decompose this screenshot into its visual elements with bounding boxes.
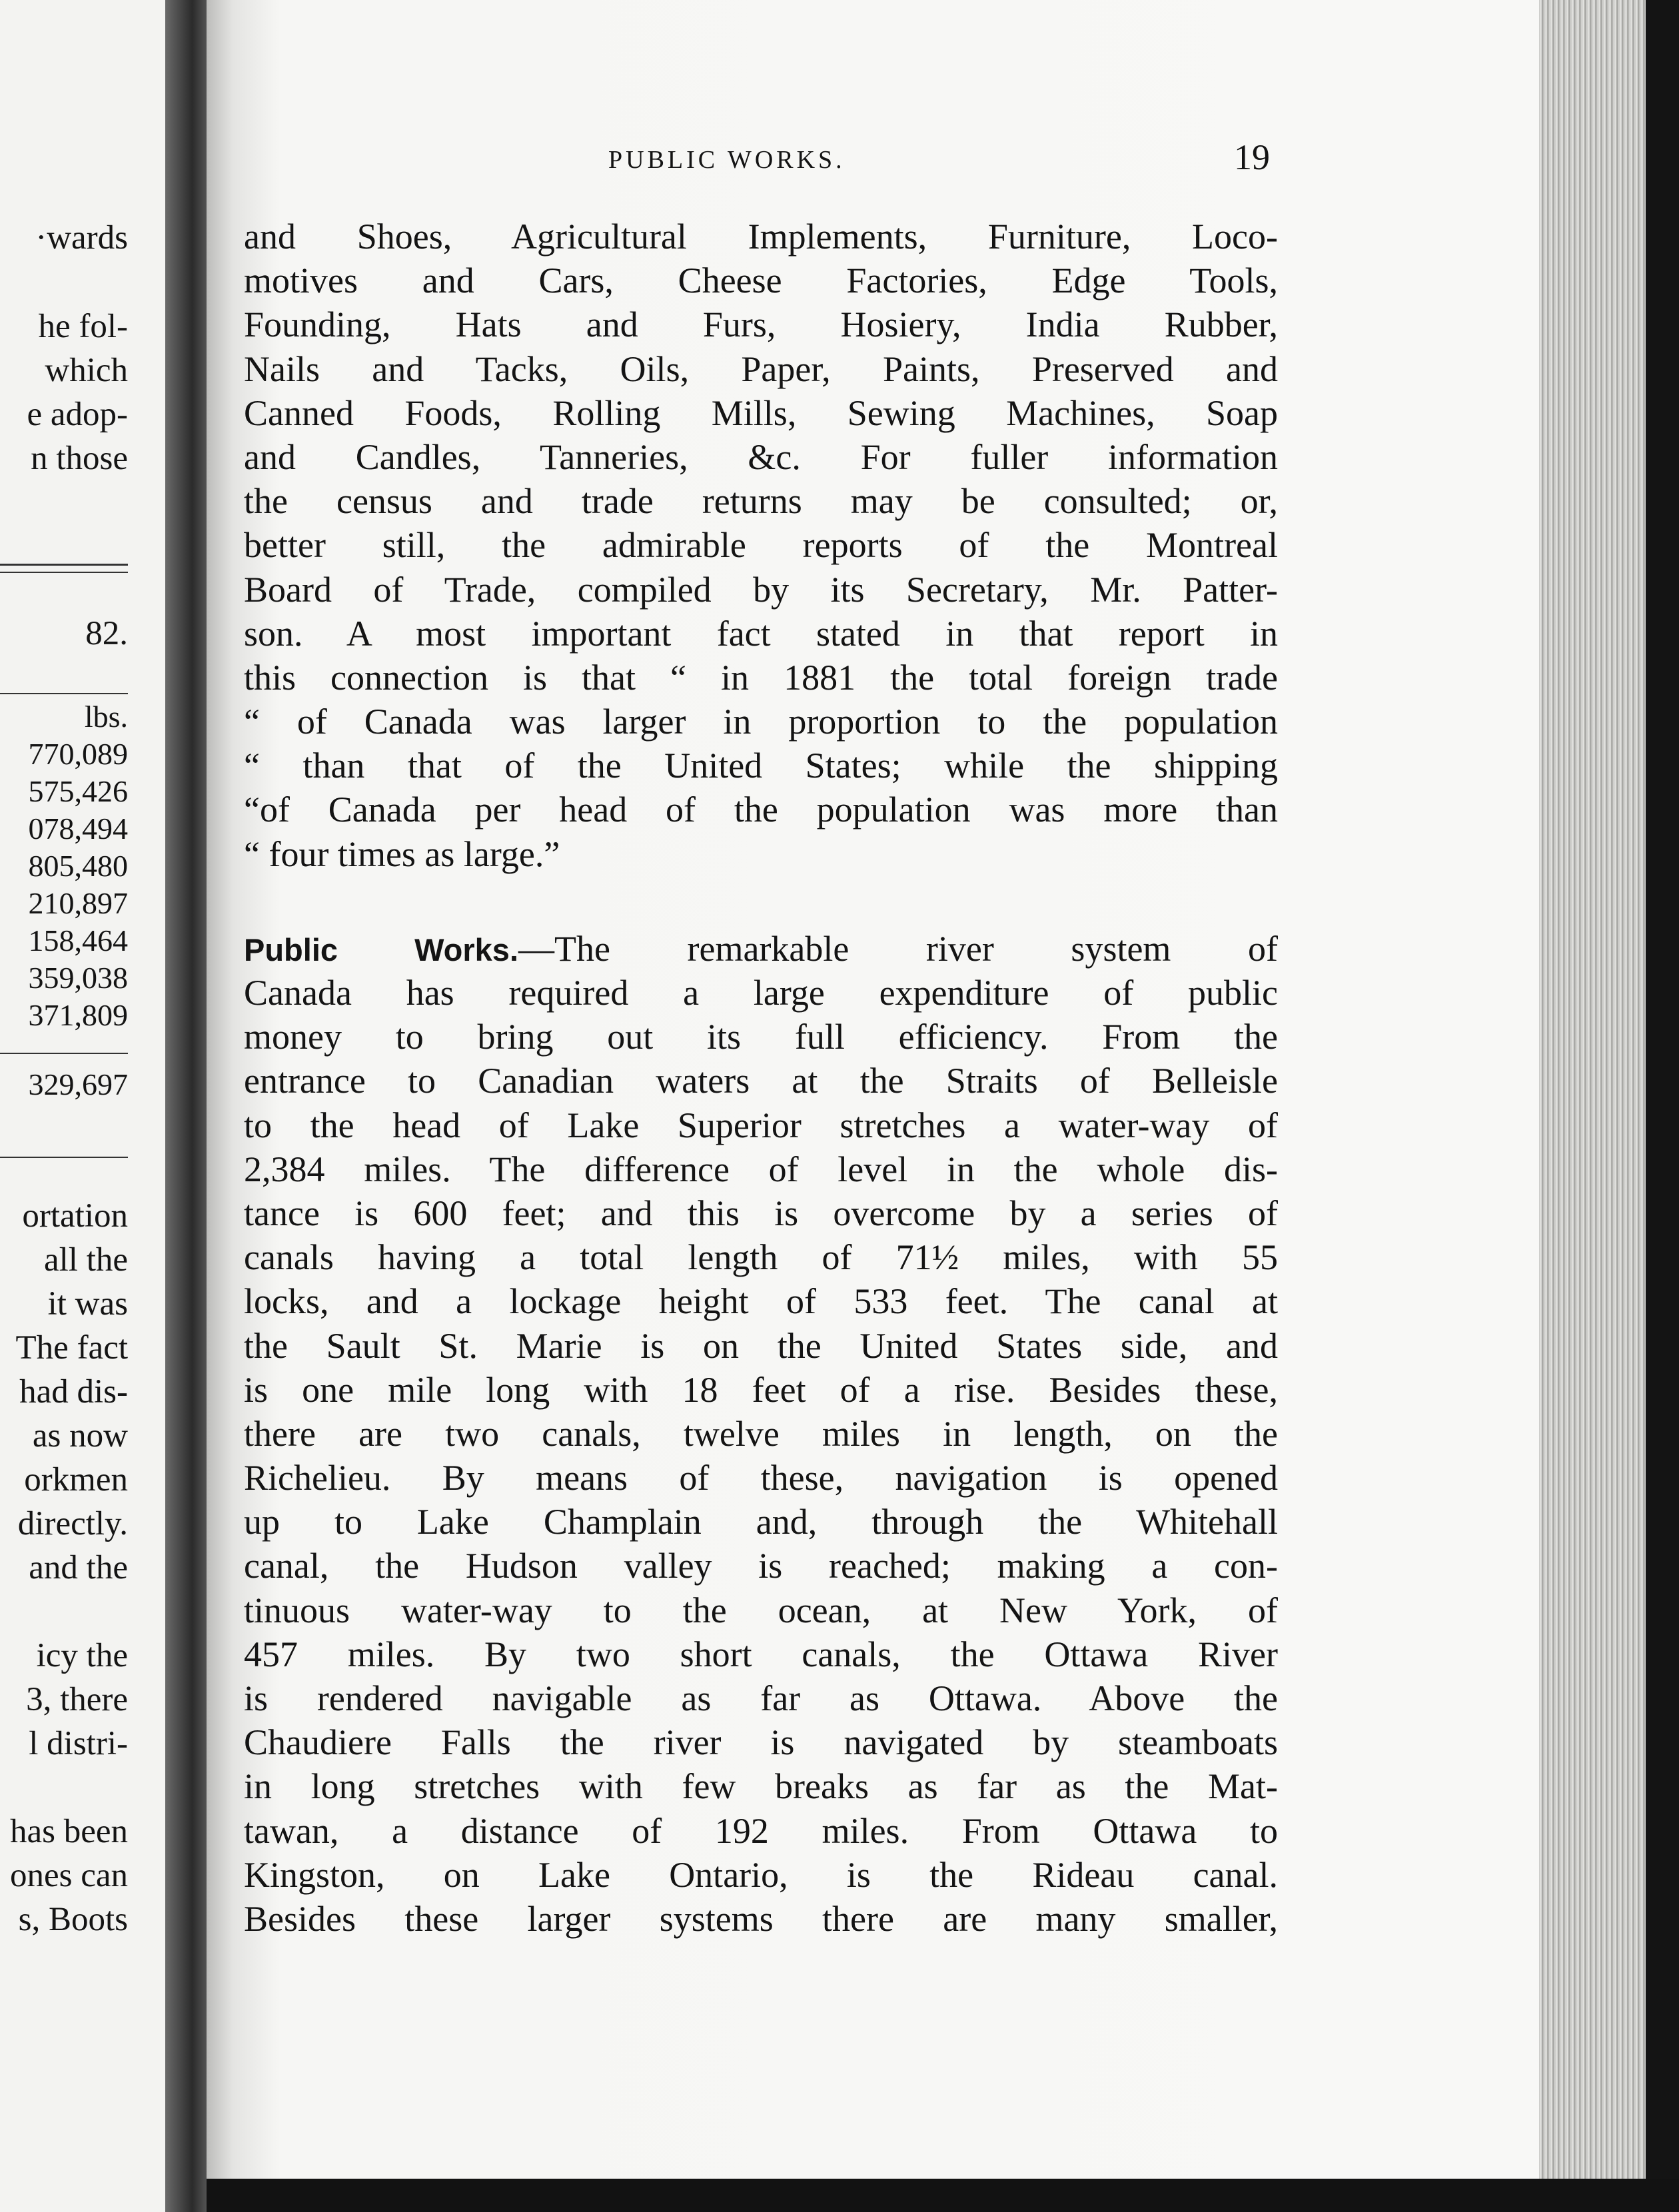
left-table-value: 575,426 [28,774,128,808]
left-table-value: 158,464 [28,923,128,957]
running-head: PUBLIC WORKS. [608,146,845,174]
left-fragment: n those [31,440,128,477]
text-line: canals having a total length of 71½ miles, with 55 [244,1237,1278,1278]
text-line: Founding, Hats and Furs, Hosiery, India Rubber, [244,304,1278,345]
page-number: 19 [1234,137,1270,177]
left-fragment: ones can [9,1857,128,1894]
left-fragment: has been [9,1813,128,1850]
scan-background-right [1646,0,1679,2212]
body-text [244,215,1278,1941]
text-line: is one mile long with 18 feet of a rise. Besides these, [244,1369,1278,1410]
left-table-value: 078,494 [28,812,128,845]
left-table-value: 770,089 [28,737,128,771]
text-line: there are two canals, twelve miles in length, on the [244,1413,1278,1454]
left-table-total: 329,697 [28,1067,128,1101]
left-fragment: e adop- [27,396,128,433]
text-line: Kingston, on Lake Ontario, is the Rideau canal. [244,1854,1278,1895]
left-fragment: all the [43,1241,128,1279]
left-fragment: The fact [15,1329,128,1367]
left-table-value: 359,038 [28,961,128,995]
text-line: to the head of Lake Superior stretches a water-way of [244,1105,1278,1145]
text-line: in long stretches with few breaks as far as the Mat- [244,1766,1278,1807]
text-line: money to bring out its full efficiency. From the [244,1017,1278,1057]
left-fragment: lbs. [84,700,128,734]
text-line: Canned Foods, Rolling Mills, Sewing Machines, Soap [244,392,1278,433]
left-fragment: ortation [22,1197,128,1235]
left-fragment: as now [32,1417,128,1454]
text-line: Board of Trade, compiled by its Secretary, Mr. Patter- [244,569,1278,610]
text-line: Nails and Tacks, Oils, Paper, Paints, Preserved and [244,348,1278,389]
left-fragment: l distri- [29,1725,128,1762]
left-fragment: ·wards [35,219,128,257]
text-line: 457 miles. By two short canals, the Ottawa River [244,1634,1278,1674]
paragraph-public-works [244,927,1278,1941]
left-fragment: it was [47,1285,128,1323]
left-fragment: directly. [17,1505,128,1542]
text-line: locks, and a lockage height of 533 feet. The canal at [244,1281,1278,1322]
first-line-text: —The remarkable river system of [518,928,1278,969]
text-line: entrance to Canadian waters at the Straits of Belleisle [244,1061,1278,1101]
scan-background-bottom [207,2179,1679,2212]
page-edge-stack [1539,0,1652,2212]
section-run-in-heading: Public Works. [244,931,518,967]
left-fragment: icy the [36,1637,128,1674]
left-facing-page [0,0,175,2212]
paragraph-gap [244,876,1278,927]
text-line: motives and Cars, Cheese Factories, Edge Tools, [244,261,1278,301]
left-table-value: 210,897 [28,886,128,920]
text-line: the Sault St. Marie is on the United States side, and [244,1325,1278,1366]
left-fragment: 82. [85,615,128,652]
text-line: and Shoes, Agricultural Implements, Furniture, Loco- [244,217,1278,257]
left-fragment: he fol- [38,308,128,345]
text-line: canal, the Hudson valley is reached; making a con- [244,1546,1278,1586]
text-line: Canada has required a large expenditure of public [244,973,1278,1013]
text-line: is rendered navigable as far as Ottawa. Above the [244,1678,1278,1718]
text-line: “of Canada per head of the population was more than [244,790,1278,830]
left-rule [0,1053,128,1054]
text-line: “ four times as large.” [244,833,560,874]
text-line: “ than that of the United States; while the shipping [244,746,1278,786]
left-rule [0,693,128,694]
left-fragment: orkmen [24,1461,128,1498]
left-table-value: 805,480 [28,849,128,883]
text-line: this connection is that “ in 1881 the total foreign trade [244,657,1278,698]
text-line: tinuous water-way to the ocean, at New York, of [244,1590,1278,1630]
text-line: Chaudiere Falls the river is navigated by steamboats [244,1722,1278,1763]
left-table-value: 371,809 [28,998,128,1032]
paragraph-continued [244,215,1278,876]
left-fragment: had dis- [19,1373,128,1410]
text-line-first [244,927,1278,971]
text-line: 2,384 miles. The difference of level in the whole dis- [244,1149,1278,1189]
text-line: up to Lake Champlain and, through the Whitehall [244,1502,1278,1542]
left-fragment: s, Boots [18,1901,128,1938]
text-line: tance is 600 feet; and this is overcome by a series of [244,1193,1278,1233]
text-line: Besides these larger systems there are many smaller, [244,1898,1278,1939]
text-line: tawan, a distance of 192 miles. From Ottawa to [244,1810,1278,1851]
text-line: son. A most important fact stated in that report in [244,613,1278,654]
left-fragment: which [45,352,128,389]
left-fragment: and the [29,1549,128,1586]
text-line: and Candles, Tanneries, &c. For fuller information [244,436,1278,477]
text-line: the census and trade returns may be consulted; or, [244,481,1278,522]
left-fragment: 3, there [26,1681,128,1718]
left-double-rule [0,564,128,566]
left-double-rule [0,572,128,573]
text-line: “ of Canada was larger in proportion to the population [244,702,1278,742]
left-rule [0,1157,128,1158]
text-line: Richelieu. By means of these, navigation is opened [244,1458,1278,1498]
text-line: better still, the admirable reports of the Montreal [244,525,1278,566]
